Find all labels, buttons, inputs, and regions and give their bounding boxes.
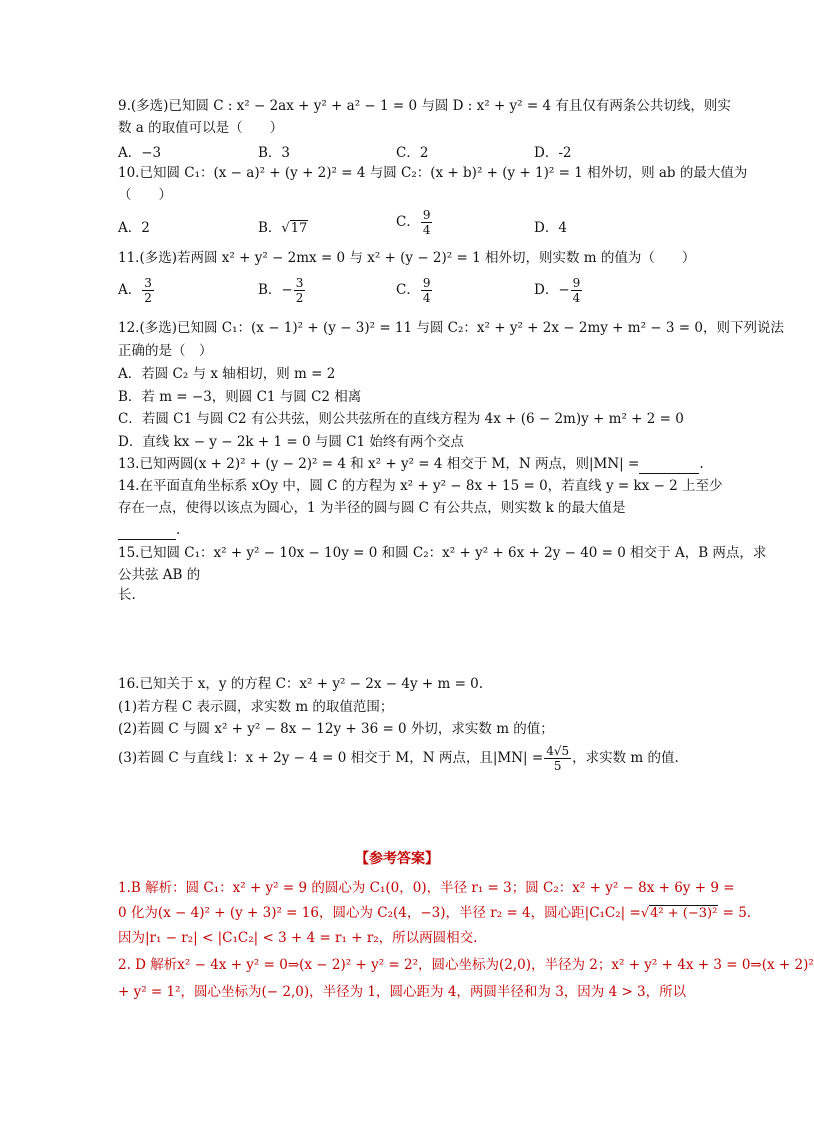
q11-option-c-label: C． xyxy=(396,282,420,298)
q15-stem-line2: 公共弦 AB 的 xyxy=(118,567,201,583)
q10-stem-line2: （ ） xyxy=(118,187,172,203)
q11-option-b-label: B．− xyxy=(258,282,293,298)
fraction-denominator: 4 xyxy=(422,291,431,305)
q11-option-a-label: A． xyxy=(118,282,142,298)
q12-option-b: B．若 m = −3，则圆 C1 与圆 C2 相离 xyxy=(118,389,362,405)
fraction-numerator: 3 xyxy=(295,276,304,290)
answer1-line1: 1.B 解析：圆 C₁：x² + y² = 9 的圆心为 C₁(0，0)，半径 r₁ = 3；圆 C₂：x² + y² − 8x + 6y + 9 = xyxy=(118,880,735,896)
q15-stem-line1: 15.已知圆 C₁：x² + y² − 10x − 10y = 0 和圆 C₂：x² + y² + 6x + 2y − 40 = 0 相交于 A，B 两点，求 xyxy=(118,545,767,561)
q11-option-c xyxy=(396,276,433,305)
q10-option-d: D．4 xyxy=(534,220,567,236)
q16-part3-pre: (3)若圆 C 与直线 l：x + 2y − 4 = 0 相交于 M，N 两点，且|MN| = xyxy=(118,750,544,766)
q9-stem-line2: 数 a 的取值可以是（ ） xyxy=(118,120,284,136)
q12-option-d: D．直线 kx − y − 2k + 1 = 0 与圆 C1 始终有两个交点 xyxy=(118,434,464,450)
fraction-numerator: 4√5 xyxy=(546,744,570,758)
q11-option-a-fraction xyxy=(142,276,154,305)
fraction-numerator: 9 xyxy=(572,276,581,290)
q10-option-a: A．2 xyxy=(118,220,150,236)
q10-option-b-sqrt: √17 xyxy=(281,221,308,236)
fraction-denominator: 5 xyxy=(553,759,562,773)
q10-option-b-label: B． xyxy=(258,220,282,236)
q14-end: . xyxy=(176,522,181,538)
fraction-denominator: 4 xyxy=(572,291,581,305)
answer1-line2-post: = 5. xyxy=(718,905,752,921)
answer1-line2 xyxy=(118,902,752,925)
q12-option-a: A．若圆 C₂ 与 x 轴相切，则 m = 2 xyxy=(118,366,336,382)
q16-part2: (2)若圆 C 与圆 x² + y² − 8x − 12y + 36 = 0 外切，求实数 m 的值； xyxy=(118,721,554,737)
q16-part3-fraction xyxy=(544,744,571,773)
q9-option-c: C．2 xyxy=(396,145,429,161)
q16-part3-post: ，求实数 m 的值. xyxy=(572,750,679,766)
q10-stem-line1: 10.已知圆 C₁：(x − a)² + (y + 2)² = 4 与圆 C₂：(x + b)² + (y + 1)² = 1 相外切，则 ab 的最大值为 xyxy=(118,165,748,181)
q10-options xyxy=(118,208,678,248)
fraction-numerator: 9 xyxy=(422,276,431,290)
q9-stem-line1: 9.(多选)已知圆 C : x² − 2ax + y² + a² − 1 = 0 与圆 D : x² + y² = 4 有且仅有两条公共切线，则实 xyxy=(118,98,731,114)
fraction-denominator: 2 xyxy=(144,291,152,305)
answer1-line3: 因为|r₁ − r₂| < |C₁C₂| < 3 + 4 = r₁ + r₂，所以两圆相交. xyxy=(118,930,478,946)
answer2-line1: 2. D 解析x² − 4x + y² = 0⇒(x − 2)² + y² = 2²，圆心坐标为(2,0)，半径为 2；x² + y² + 4x + 3 = 0⇒(x + 2)² xyxy=(118,957,814,973)
answers-heading: 【参考答案】 xyxy=(355,851,439,867)
q11-option-d-label: D．− xyxy=(534,282,570,298)
answer1-sqrt: √4² + (−3)² xyxy=(640,906,718,921)
q14-answer-blank[interactable] xyxy=(118,525,176,540)
q11-option-c-fraction xyxy=(421,276,433,305)
answer2-line2: + y² = 1²，圆心坐标为(− 2,0)，半径为 1，圆心距为 4，两圆半径和为 3，因为 4 > 3，所以 xyxy=(118,984,687,1000)
q11-option-d xyxy=(534,276,583,305)
fraction-denominator: 2 xyxy=(295,291,304,305)
q14-stem-line1: 14.在平面直角坐标系 xOy 中，圆 C 的方程为 x² + y² − 8x + 15 = 0，若直线 y = kx − 2 上至少 xyxy=(118,478,723,494)
q11-option-b xyxy=(258,276,306,305)
q11-option-b-fraction xyxy=(294,276,306,305)
q12-stem-line1: 12.(多选)已知圆 C₁：(x − 1)² + (y − 3)² = 11 与圆 C₂：x² + y² + 2x − 2my + m² − 3 = 0，则下列说法 xyxy=(118,320,784,336)
q11-options xyxy=(118,276,678,316)
q12-stem-line2: 正确的是（ ） xyxy=(118,343,213,359)
q10-option-b-radicand: 17 xyxy=(290,221,308,236)
q15-stem-line3: 长. xyxy=(118,587,136,603)
q9-option-d: D．-2 xyxy=(534,145,572,161)
answer1-radicand: 4² + (−3)² xyxy=(650,906,718,921)
q16-stem-line1: 16.已知关于 x，y 的方程 C：x² + y² − 2x − 4y + m = 0. xyxy=(118,676,484,692)
q11-option-d-fraction xyxy=(571,276,583,305)
fraction-denominator: 4 xyxy=(422,223,431,237)
answer1-line2-pre: 0 化为(x − 4)² + (y + 3)² = 16，圆心为 C₂(4，−3)，半径 r₂ = 4，圆心距|C₁C₂| = xyxy=(118,905,641,921)
q11-option-a xyxy=(118,276,155,305)
q16-part3 xyxy=(118,740,678,776)
q10-option-b xyxy=(258,216,308,236)
q14-stem-line3 xyxy=(118,520,678,540)
q9-option-b: B．3 xyxy=(258,145,291,161)
fraction-numerator: 3 xyxy=(144,276,152,290)
q13-text: 13.已知两圆(x + 2)² + (y − 2)² = 4 和 x² + y² = 4 相交于 M，N 两点，则|MN| = xyxy=(118,456,640,472)
q9-option-a: A．−3 xyxy=(118,145,162,161)
q10-option-c-fraction xyxy=(421,208,433,237)
q14-stem-line2: 存在一点，使得以该点为圆心，1 为半径的圆与圆 C 有公共点，则实数 k 的最大值是 xyxy=(118,500,626,516)
q10-option-c-label: C． xyxy=(396,214,420,230)
q12-option-c: C．若圆 C1 与圆 C2 有公共弦，则公共弦所在的直线方程为 4x + (6 − 2m)y + m² + 2 = 0 xyxy=(118,411,684,427)
q13-end: . xyxy=(699,456,704,472)
q13-answer-blank[interactable] xyxy=(639,459,699,474)
q10-option-c xyxy=(396,208,433,237)
q16-part1: (1)若方程 C 表示圆，求实数 m 的取值范围； xyxy=(118,699,394,715)
fraction-numerator: 9 xyxy=(422,208,431,222)
q11-stem-line1: 11.(多选)若两圆 x² + y² − 2mx = 0 与 x² + (y − 2)² = 1 相外切，则实数 m 的值为（ ） xyxy=(118,250,696,266)
q13-stem xyxy=(118,454,704,474)
